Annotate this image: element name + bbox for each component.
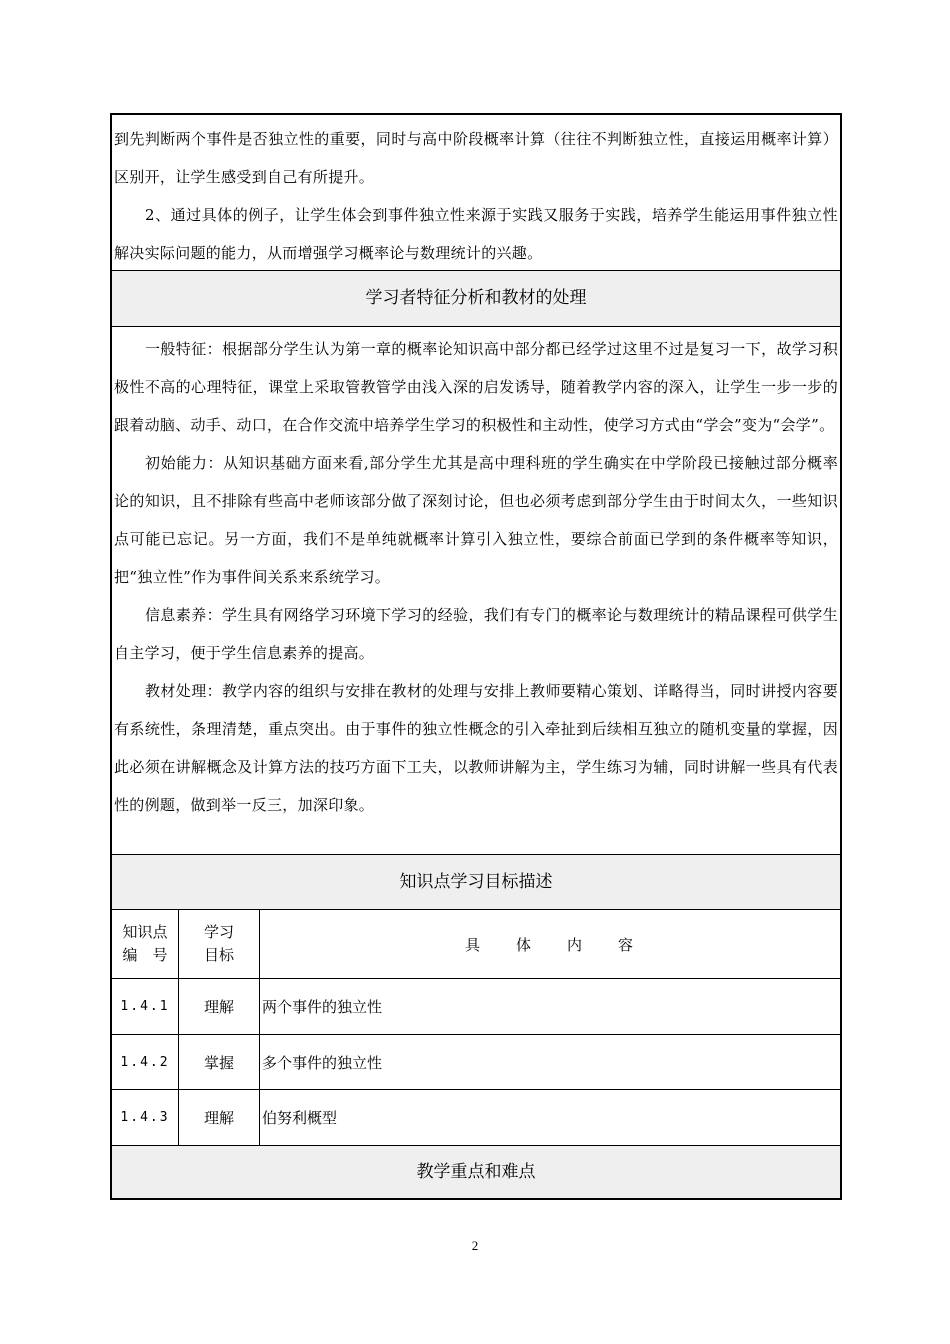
table-row-2-goal: 掌握 [203, 1053, 234, 1072]
section-heading-knowledge: 知识点学习目标描述 [112, 855, 840, 909]
header-number-line1: 知识点 [122, 923, 168, 941]
table-row-3-goal: 理解 [203, 1109, 234, 1127]
table-row-1-content: 两个事件的独立性 [262, 998, 383, 1016]
table-row-3-number: 1.4.3 [120, 1110, 170, 1125]
section-heading-learner: 学习者特征分析和教材的处理 [112, 271, 840, 326]
table-row-1-number: 1.4.1 [120, 999, 170, 1014]
objective-line-2: 2、通过具体的例子，让学生体会到事件独立性来源于实践又服务于实践，培养学生能运用事件独立性解决实际问题的能力，从而增强学习概率论与数理统计的兴趣。 [114, 206, 838, 262]
header-learning-goal [179, 910, 259, 978]
paragraph-initial-ability: 初始能力：从知识基础方面来看,部分学生尤其是高中理科班的学生确实在中学阶段已接触过部分概率论的知识，且不排除有些高中老师该部分做了深刻讨论，但也必须考虑到部分学生由于时间太久，一些知识点可能已忘记。另一方面，我们不是单纯就概率计算引入独立性，要综合前面已学到的条件概率等知识，把“独立性”作为事件间关系来系统学习。 [114, 454, 838, 586]
document-table [110, 113, 842, 1200]
header-goal-line2: 目标 [203, 946, 234, 964]
header-content: 具 体 内 容 [464, 935, 635, 954]
divider [112, 326, 840, 327]
header-knowledge-number [112, 910, 178, 978]
table-row-2-number: 1.4.2 [120, 1054, 170, 1070]
table-row-2-content: 多个事件的独立性 [262, 1053, 383, 1072]
objective-line-1: 到先判断两个事件是否独立性的重要，同时与高中阶段概率计算（往往不判断独立性，直接运用概率计算）区别开，让学生感受到自己有所提升。 [114, 130, 838, 186]
table-row-3-content: 伯努利概型 [262, 1109, 338, 1127]
paragraph-information-literacy: 信息素养：学生具有网络学习环境下学习的经验，我们有专门的概率论与数理统计的精品课程可供学生自主学习，便于学生信息素养的提高。 [114, 606, 838, 662]
section-heading-key-points: 教学重点和难点 [112, 1146, 840, 1198]
paragraph-textbook: 教材处理：教学内容的组织与安排在教材的处理与安排上教师要精心策划、详略得当，同时讲授内容要有系统性，条理清楚，重点突出。由于事件的独立性概念的引入牵扯到后续相互独立的随机变量的掌握，因此必须在讲解概念及计算方法的技巧方面下工夫，以教师讲解为主，学生练习为辅，同时讲解一些具有代表性的例题，做到举一反三，加深印象。 [114, 682, 838, 814]
header-goal-line1: 学习 [203, 923, 234, 941]
learner-analysis-body [112, 330, 840, 854]
header-number-line2: 编 号 [122, 946, 168, 964]
table-row-1-goal: 理解 [203, 998, 234, 1016]
paragraph-general: 一般特征：根据部分学生认为第一章的概率论知识高中部分都已经学过这里不过是复习一下，故学习积极性不高的心理特征，课堂上采取管教管学由浅入深的启发诱导，随着教学内容的深入，让学生一步一步的跟着动脑、动手、动口，在合作交流中培养学生学习的积极性和主动性，使学习方式由“学会”变为“会学”。 [114, 340, 838, 434]
page-number: 2 [471, 1238, 479, 1253]
objectives-continued [112, 120, 840, 270]
